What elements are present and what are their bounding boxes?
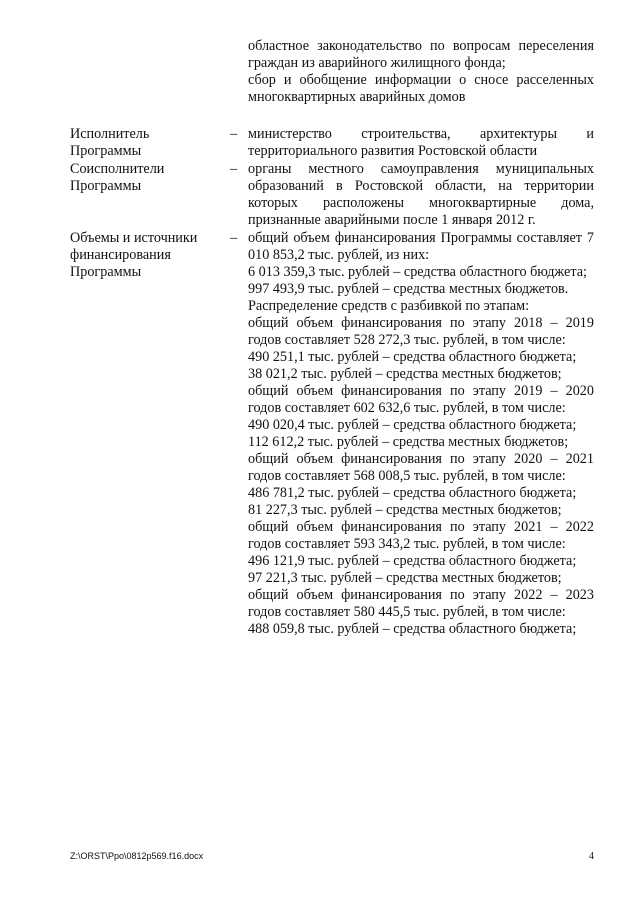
paragraph: 6 013 359,3 тыс. рублей – средства областного бюджета;	[248, 264, 587, 280]
label-line: Программы	[70, 178, 142, 194]
block-label	[70, 161, 225, 195]
dash: –	[230, 161, 238, 177]
label-line: Исполнитель	[70, 126, 150, 142]
paragraph: 97 221,3 тыс. рублей – средства местных бюджетов;	[248, 570, 562, 586]
paragraph: 490 251,1 тыс. рублей – средства областного бюджета;	[248, 349, 577, 365]
paragraph: общий объем финансирования по этапу 2019 – 2020 годов составляет 602 632,6 тыс. рублей, в том числе:	[248, 383, 594, 416]
paragraph: 486 781,2 тыс. рублей – средства областного бюджета;	[248, 485, 577, 501]
paragraph: областное законодательство по вопросам переселения граждан из аварийного жилищного фонда;	[248, 38, 594, 71]
paragraph: 496 121,9 тыс. рублей – средства областного бюджета;	[248, 553, 577, 569]
paragraph: 81 227,3 тыс. рублей – средства местных бюджетов;	[248, 502, 562, 518]
dash: –	[230, 230, 238, 246]
label-line: Программы	[70, 143, 142, 159]
label-line: Соисполнители	[70, 161, 165, 177]
paragraph: общий объем финансирования по этапу 2020 – 2021 годов составляет 568 008,5 тыс. рублей, в том числе:	[248, 451, 594, 484]
label-line: Программы	[70, 264, 142, 280]
label-line: Объемы и источники	[70, 230, 198, 246]
paragraph: общий объем финансирования Программы составляет 7 010 853,2 тыс. рублей, из них:	[248, 230, 594, 263]
paragraph: общий объем финансирования по этапу 2018 – 2019 годов составляет 528 272,3 тыс. рублей, в том числе:	[248, 315, 594, 348]
block-text	[248, 38, 594, 106]
block-text	[248, 161, 594, 229]
block-text	[248, 126, 594, 160]
paragraph: 112 612,2 тыс. рублей – средства местных бюджетов;	[248, 434, 569, 450]
paragraph: 997 493,9 тыс. рублей – средства местных бюджетов.	[248, 281, 569, 297]
paragraph: органы местного самоуправления муниципальных образований в Ростовской области, на территории которых расположены многоквартирные дома, признанные аварийными после 1 января 2012 г.	[248, 161, 594, 228]
paragraph: 38 021,2 тыс. рублей – средства местных бюджетов;	[248, 366, 562, 382]
label-line: финансирования	[70, 247, 171, 263]
paragraph: Распределение средств с разбивкой по этапам:	[248, 298, 530, 314]
paragraph: сбор и обобщение информации о сносе расселенных многоквартирных аварийных домов	[248, 72, 594, 105]
paragraph: общий объем финансирования по этапу 2022 – 2023 годов составляет 580 445,5 тыс. рублей, в том числе:	[248, 587, 594, 620]
paragraph: 488 059,8 тыс. рублей – средства областного бюджета;	[248, 621, 577, 637]
block-label	[70, 230, 225, 281]
paragraph: общий объем финансирования по этапу 2021 – 2022 годов составляет 593 343,2 тыс. рублей, в том числе:	[248, 519, 594, 552]
paragraph: 490 020,4 тыс. рублей – средства областного бюджета;	[248, 417, 577, 433]
footer-page-number: 4	[589, 851, 594, 862]
block-text	[248, 230, 594, 638]
footer-file-path: Z:\ORST\Ppo\0812p569.f16.docx	[70, 851, 204, 861]
block-label	[70, 126, 225, 160]
dash: –	[230, 126, 238, 142]
paragraph: министерство строительства, архитектуры и территориального развития Ростовской области	[248, 126, 594, 159]
